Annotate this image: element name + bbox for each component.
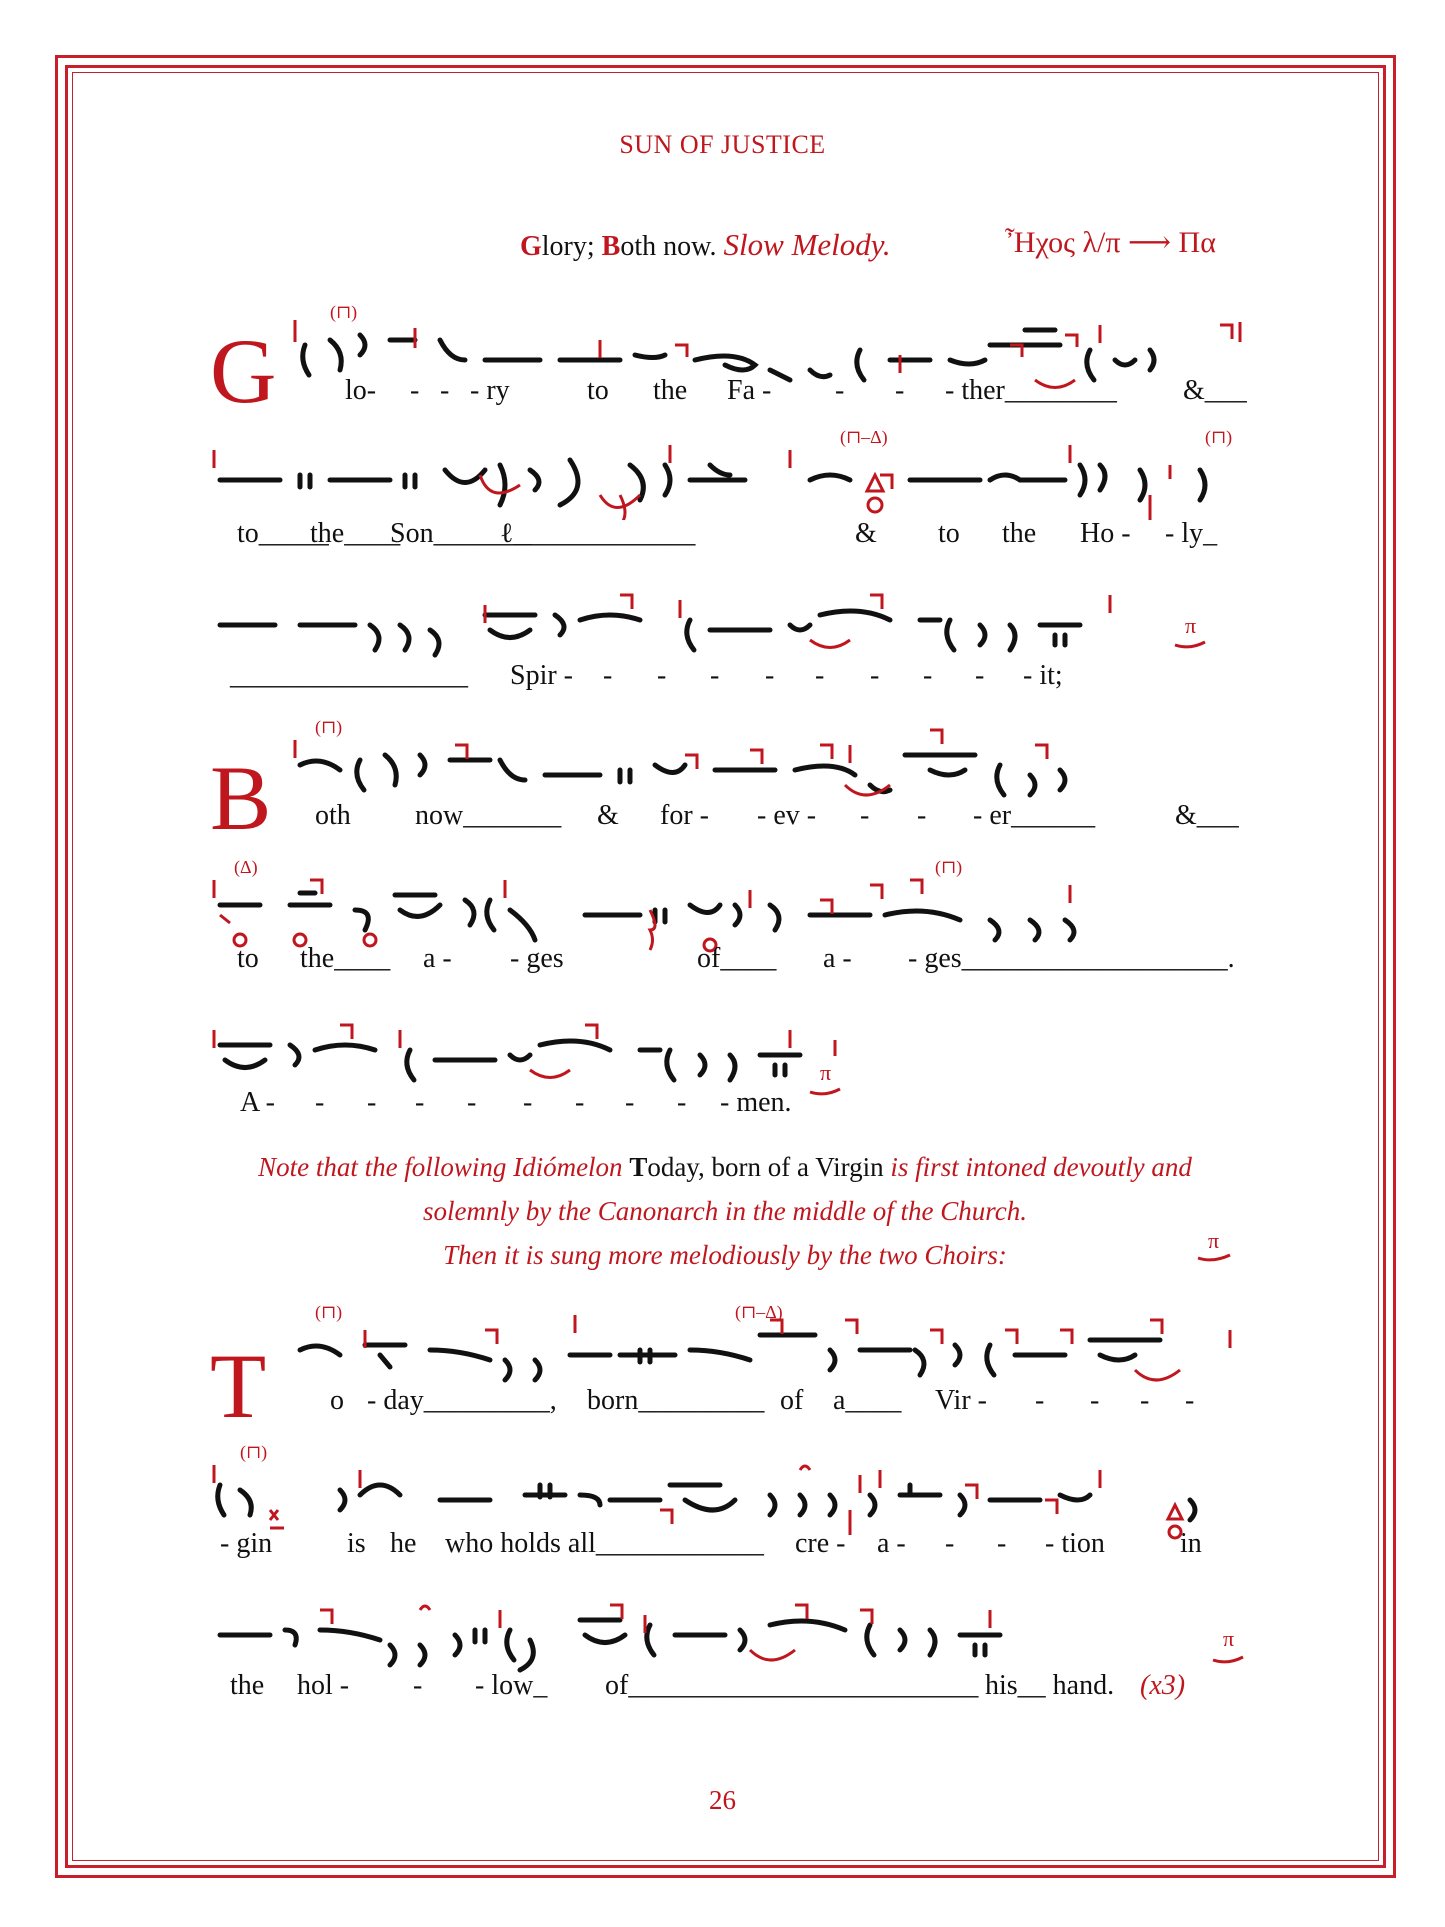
- lyric-syllable: cre -: [795, 1528, 846, 1559]
- subtitle: [520, 227, 891, 263]
- lyric-syllable: the: [230, 1670, 265, 1701]
- lyric-syllable: a -: [423, 943, 452, 974]
- both-initial: B: [601, 231, 621, 262]
- lyric-line-3: [205, 660, 1245, 700]
- lyric-syllable: - er______: [973, 800, 1096, 831]
- lyric-syllable: -: [895, 375, 905, 406]
- lyric-syllable: &___: [1183, 375, 1247, 406]
- both-rest: oth now.: [620, 231, 724, 262]
- rubric-line-3: Then it is sung more melodiously by the two Choirs:: [443, 1240, 1007, 1270]
- svg-text:(⊓): (⊓): [240, 1442, 268, 1462]
- dropcap-g: G: [210, 320, 277, 422]
- page-number: 26: [709, 1785, 736, 1815]
- melody-label: Slow Melody.: [723, 227, 891, 262]
- svg-text:(⊓–Δ): (⊓–Δ): [735, 1302, 783, 1322]
- lyric-syllable: - men.: [720, 1087, 792, 1118]
- svg-text:(⊓): (⊓): [1205, 427, 1233, 447]
- lyric-syllable: - ly_: [1165, 518, 1218, 549]
- lyric-syllable: -: [677, 1087, 687, 1118]
- lyric-syllable: now_______: [415, 800, 562, 831]
- lyric-syllable: -: [1140, 1385, 1150, 1416]
- neume-line-6: [210, 1005, 910, 1100]
- lyric-syllable: -: [440, 375, 450, 406]
- lyric-syllable: born_________: [587, 1385, 765, 1416]
- lyric-syllable: -: [710, 660, 720, 691]
- lyric-line-5: [205, 943, 1245, 983]
- lyric-syllable: -: [315, 1087, 325, 1118]
- svg-text:π: π: [1223, 1626, 1235, 1651]
- mode-signature: Ἦχος λ/π ⟶ Πα: [1005, 226, 1216, 259]
- lyric-line-4: [205, 800, 1245, 840]
- svg-text:π: π: [820, 1060, 832, 1085]
- lyric-line-9: [205, 1670, 1245, 1710]
- lyric-line-2: [205, 518, 1245, 558]
- lyric-syllable: is: [347, 1528, 366, 1559]
- dropcap-t: T: [210, 1335, 267, 1437]
- neume-line-2: [210, 425, 1260, 520]
- lyric-syllable: Ho -: [1080, 518, 1131, 549]
- lyric-line-7: [205, 1385, 1245, 1425]
- lyric-syllable: a -: [877, 1528, 906, 1559]
- lyric-syllable: - ev -: [757, 800, 817, 831]
- lyric-syllable: -: [625, 1087, 635, 1118]
- lyric-syllable: -: [410, 375, 420, 406]
- lyric-syllable: he: [390, 1528, 417, 1559]
- martyria-underline-icon: [1196, 1250, 1236, 1265]
- lyric-syllable: - ges: [510, 943, 564, 974]
- lyric-syllable: - ry: [470, 375, 510, 406]
- svg-text:(⊓–Δ): (⊓–Δ): [840, 427, 888, 447]
- lyric-syllable: -: [657, 660, 667, 691]
- rubric-note: [180, 1145, 1270, 1277]
- lyric-syllable: -: [765, 660, 775, 691]
- lyric-syllable: Spir -: [510, 660, 573, 691]
- lyric-syllable: Fa -: [727, 375, 772, 406]
- lyric-syllable: Vir -: [935, 1385, 987, 1416]
- svg-text:(⊓): (⊓): [315, 1302, 343, 1322]
- neume-line-9: [210, 1580, 1260, 1680]
- lyric-syllable: A -: [240, 1087, 275, 1118]
- lyric-syllable: hol -: [297, 1670, 350, 1701]
- lyric-syllable: -: [367, 1087, 377, 1118]
- lyric-syllable: -: [523, 1087, 533, 1118]
- lyric-syllable: -: [603, 660, 613, 691]
- rubric-line-1: Note that the following Idiómelon Today, born of a Virgin is first intoned devoutly and: [258, 1152, 1192, 1182]
- neume-line-8: [210, 1440, 1260, 1540]
- lyric-syllable: -: [975, 660, 985, 691]
- lyric-syllable: a -: [823, 943, 852, 974]
- lyric-syllable: - low_: [475, 1670, 548, 1701]
- lyric-syllable: (x3): [1140, 1670, 1186, 1701]
- lyric-syllable: -: [467, 1087, 477, 1118]
- svg-text:(⊓): (⊓): [330, 302, 358, 322]
- lyric-line-6: [205, 1087, 1245, 1127]
- lyric-syllable: -: [1185, 1385, 1195, 1416]
- lyric-syllable: to: [938, 518, 960, 549]
- lyric-syllable: -: [413, 1670, 423, 1701]
- lyric-syllable: to: [237, 943, 259, 974]
- lyric-syllable: -: [945, 1528, 955, 1559]
- lyric-syllable: the: [653, 375, 688, 406]
- lyric-syllable: of: [780, 1385, 804, 1416]
- lyric-line-1: [205, 375, 1245, 415]
- lyric-line-8: [205, 1528, 1245, 1568]
- lyric-syllable: -: [575, 1087, 585, 1118]
- lyric-syllable: -: [835, 375, 845, 406]
- lyric-syllable: to: [587, 375, 609, 406]
- lyric-syllable: the____: [310, 518, 401, 549]
- lyric-syllable: _________________: [230, 660, 468, 691]
- lyric-syllable: -: [1035, 1385, 1045, 1416]
- glory-rest: lory;: [541, 231, 602, 262]
- svg-text:(⊓): (⊓): [935, 857, 963, 877]
- lyric-syllable: - tion: [1045, 1528, 1105, 1559]
- lyric-syllable: who holds all____________: [445, 1528, 764, 1559]
- lyric-syllable: -: [860, 800, 870, 831]
- page-title: SUN OF JUSTICE: [619, 130, 826, 159]
- lyric-syllable: -: [1090, 1385, 1100, 1416]
- lyric-syllable: for -: [660, 800, 709, 831]
- lyric-syllable: of____: [697, 943, 777, 974]
- lyric-syllable: - it;: [1023, 660, 1063, 691]
- svg-text:(⊓): (⊓): [315, 717, 343, 737]
- lyric-syllable: o: [330, 1385, 344, 1416]
- lyric-syllable: -: [815, 660, 825, 691]
- lyric-syllable: -: [917, 800, 927, 831]
- lyric-syllable: a____: [833, 1385, 902, 1416]
- lyric-syllable: to_____: [237, 518, 329, 549]
- lyric-syllable: -: [415, 1087, 425, 1118]
- lyric-syllable: - ges___________________.: [908, 943, 1235, 974]
- neume-line-7: [290, 1300, 1260, 1395]
- neume-line-4: [290, 715, 1260, 810]
- lyric-syllable: -: [997, 1528, 1007, 1559]
- martyria-pa-icon: π: [1208, 1228, 1220, 1253]
- lyric-syllable: ℓ_____________: [500, 518, 696, 549]
- lyric-syllable: &: [597, 800, 619, 831]
- svg-text:π: π: [1185, 613, 1197, 638]
- lyric-syllable: - gin: [220, 1528, 273, 1559]
- rubric-line-2: solemnly by the Canonarch in the middle of the Church.: [423, 1196, 1027, 1226]
- lyric-syllable: lo-: [345, 375, 377, 406]
- svg-text:(Δ): (Δ): [234, 857, 258, 877]
- lyric-syllable: Son_______: [390, 518, 532, 549]
- lyric-syllable: the____: [300, 943, 391, 974]
- lyric-syllable: - ther________: [945, 375, 1117, 406]
- lyric-syllable: oth: [315, 800, 351, 831]
- lyric-syllable: the: [1002, 518, 1037, 549]
- lyric-syllable: of_________________________: [605, 1670, 979, 1701]
- lyric-syllable: - day_________,: [367, 1385, 557, 1416]
- lyric-syllable: &: [855, 518, 877, 549]
- lyric-syllable: &___: [1175, 800, 1239, 831]
- lyric-syllable: -: [923, 660, 933, 691]
- lyric-syllable: his__ hand.: [985, 1670, 1115, 1701]
- lyric-syllable: in: [1180, 1528, 1202, 1559]
- glory-initial: G: [520, 231, 542, 262]
- neume-line-3: [210, 575, 1260, 670]
- lyric-syllable: -: [870, 660, 880, 691]
- dropcap-b: B: [210, 747, 272, 849]
